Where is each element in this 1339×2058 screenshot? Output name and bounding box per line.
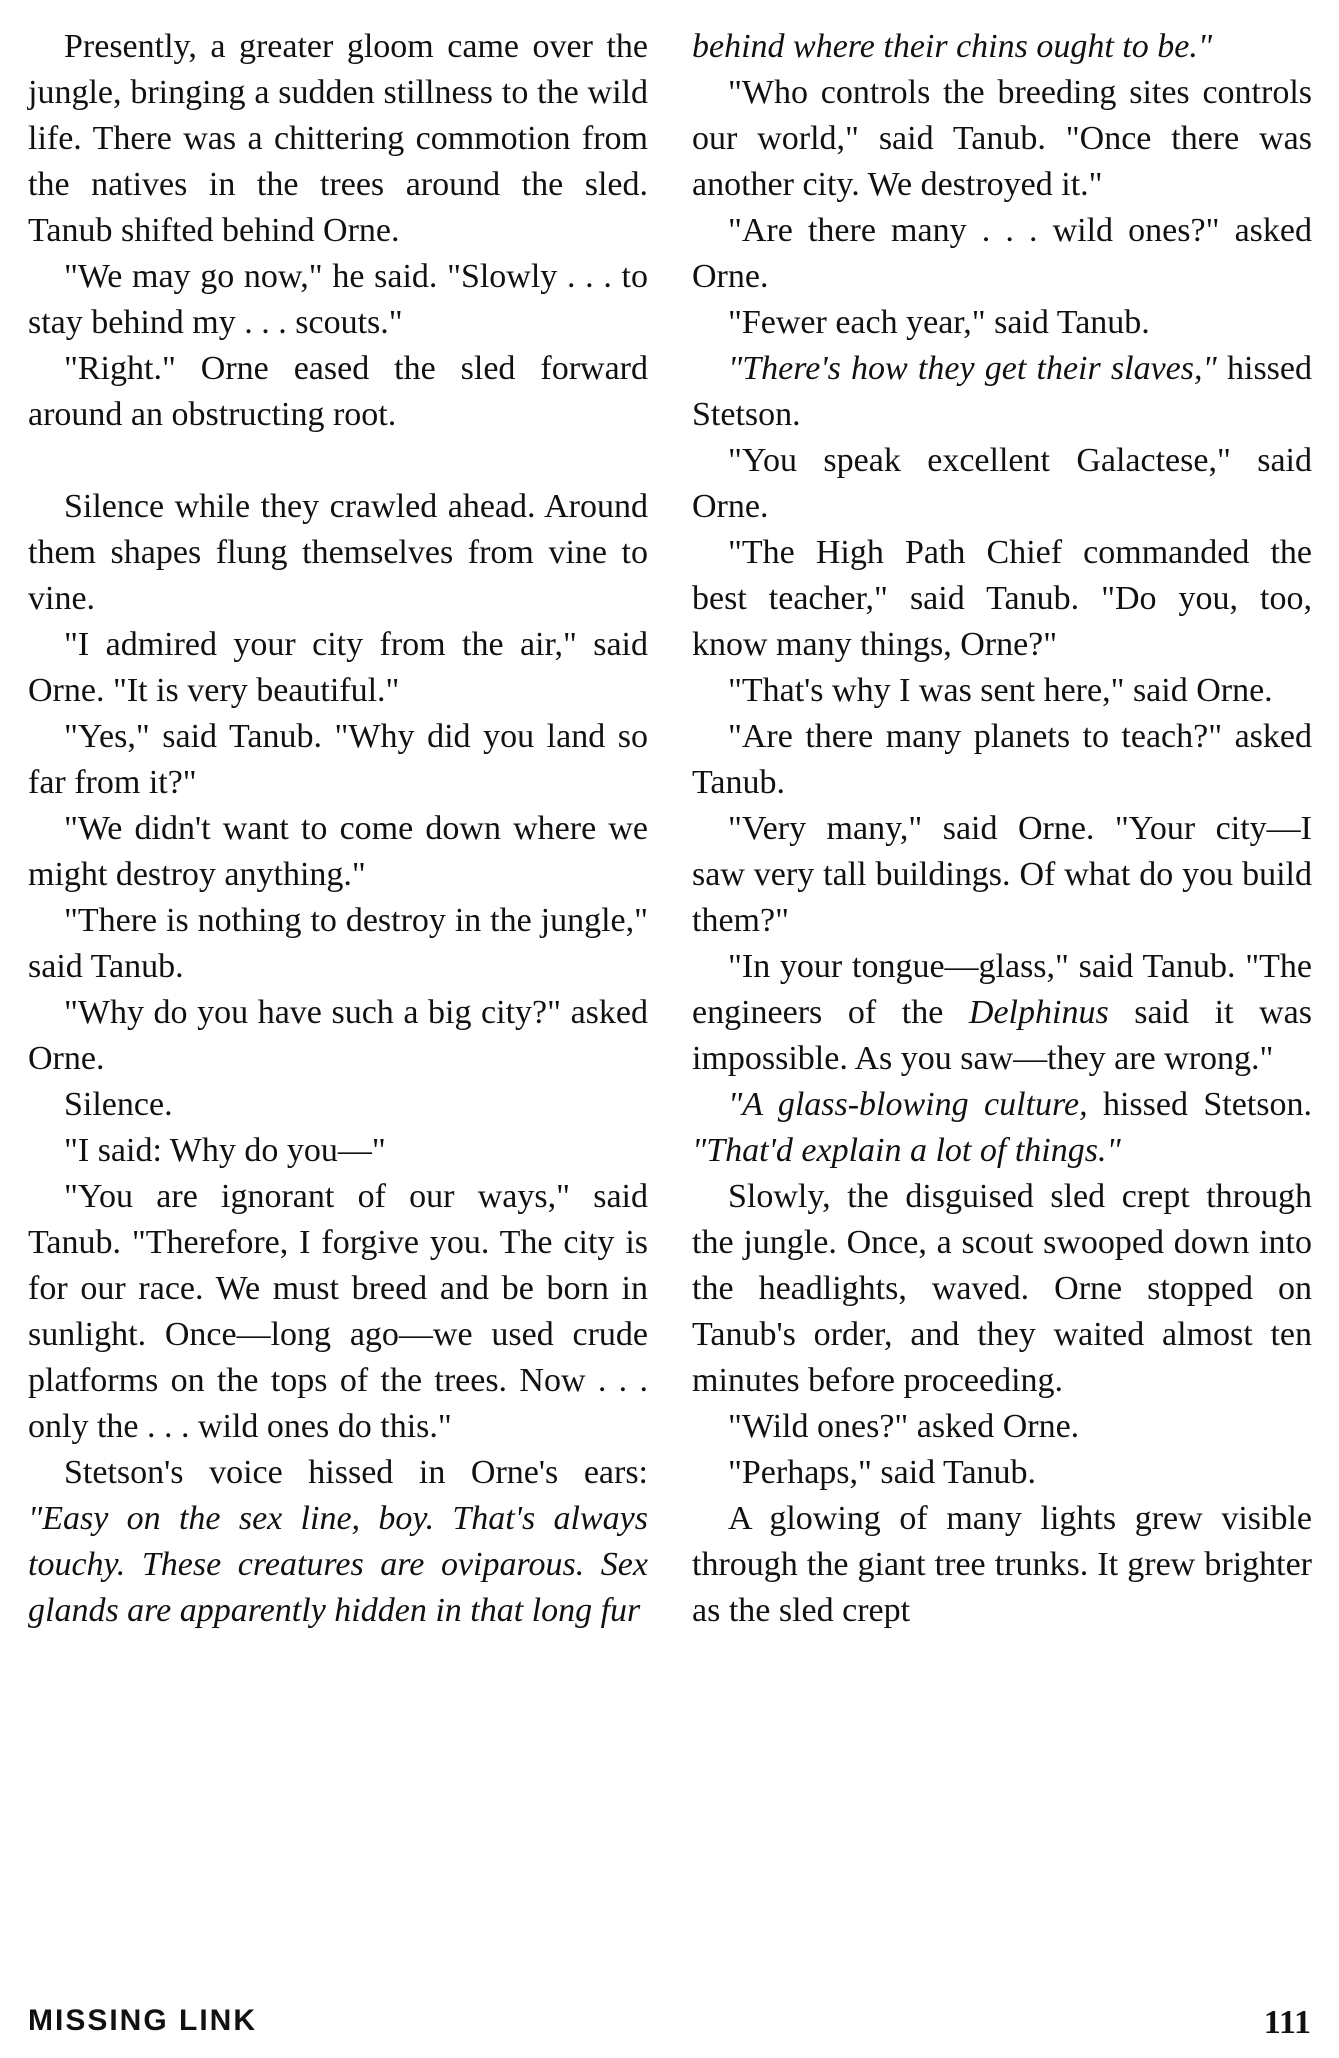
paragraph-text: hissed Stetson. [1087,1086,1312,1123]
paragraph: A glowing of many lights grew visible through the giant tree trunks. It grew brighter as the sled crept [692,1500,1312,1629]
paragraph [692,944,1312,1082]
paragraph: "That's why I was sent here," said Orne. [728,672,1273,709]
paragraph: "There is nothing to destroy in the jungle," said Tanub. [28,902,648,985]
page-number: 111 [1263,2004,1311,2041]
paragraph-text: said it was impossible. As you saw—they are wrong." [692,994,1312,1077]
paragraph: "You are ignorant of our ways," said Tanub. "Therefore, I forgive you. The city is for our race. We must breed and be born in sunlight. Once—long ago—we used crude platforms on the tops of the trees. Now . . . only the . . . wild ones do this." [28,1178,648,1445]
italic-text: "There's how they get their slaves," [728,350,1217,387]
paragraph: Presently, a greater gloom came over the jungle, bringing a sudden stillness to the wild life. There was a chittering commotion from the natives in the trees around the sled. Tanub shifted behind Orne. [28,28,648,249]
paragraph [28,1450,648,1634]
paragraph: "Very many," said Orne. "Your city—I saw very tall buildings. Of what do you build them?" [692,810,1312,939]
paragraph: "Right." Orne eased the sled forward around an obstructing root. [28,350,648,433]
paragraph: "Perhaps," said Tanub. [728,1454,1037,1491]
running-title: MISSING LINK [28,2004,258,2037]
paragraph: "Are there many planets to teach?" asked Tanub. [692,718,1312,801]
paragraph: "Fewer each year," said Tanub. [728,304,1150,341]
italic-text: Delphinus [968,994,1109,1031]
paragraph: Silence while they crawled ahead. Around them shapes flung themselves from vine to vine. [28,488,648,617]
paragraph [692,346,1312,438]
paragraph-text: "In your tongue—glass," said Tanub. "The engineers of the [692,948,1312,1031]
paragraph: "Yes," said Tanub. "Why did you land so far from it?" [28,718,648,801]
right-column [692,24,1312,1634]
paragraph: "We didn't want to come down where we might destroy anything." [28,810,648,893]
italic-text: "Easy on the sex line, boy. That's always touchy. These creatures are oviparous. Sex glands are apparently hidden in that long fur [28,1500,648,1629]
paragraph: "You speak excellent Galactese," said Orne. [692,442,1312,525]
paragraph: "Are there many . . . wild ones?" asked Orne. [692,212,1312,295]
paragraph-text: hissed Stetson. [692,350,1312,433]
page-footer [28,2004,1311,2048]
italic-text: "A glass-blowing culture, [728,1086,1088,1123]
paragraph-text: Stetson's voice hissed in Orne's ears: [64,1454,648,1491]
left-column [28,24,648,1634]
italic-text: behind where their chins ought to be." [692,28,1213,65]
italic-text: "That'd explain a lot of things." [692,1132,1121,1169]
paragraph: "We may go now," he said. "Slowly . . . to stay behind my . . . scouts." [28,258,648,341]
paragraph: "I said: Why do you—" [64,1132,386,1169]
paragraph [692,24,1312,70]
paragraph: Silence. [64,1086,173,1123]
paragraph: "Wild ones?" asked Orne. [728,1408,1080,1445]
paragraph: "The High Path Chief commanded the best teacher," said Tanub. "Do you, too, know many things, Orne?" [692,534,1312,663]
paragraph: Slowly, the disguised sled crept through the jungle. Once, a scout swooped down into the headlights, waved. Orne stopped on Tanub's order, and they waited almost ten minutes before proceeding. [692,1178,1312,1399]
paragraph: "Why do you have such a big city?" asked Orne. [28,994,648,1077]
paragraph: "I admired your city from the air," said Orne. "It is very beautiful." [28,626,648,709]
paragraph: "Who controls the breeding sites controls our world," said Tanub. "Once there was another city. We destroyed it." [692,74,1312,203]
paragraph [692,1082,1312,1174]
